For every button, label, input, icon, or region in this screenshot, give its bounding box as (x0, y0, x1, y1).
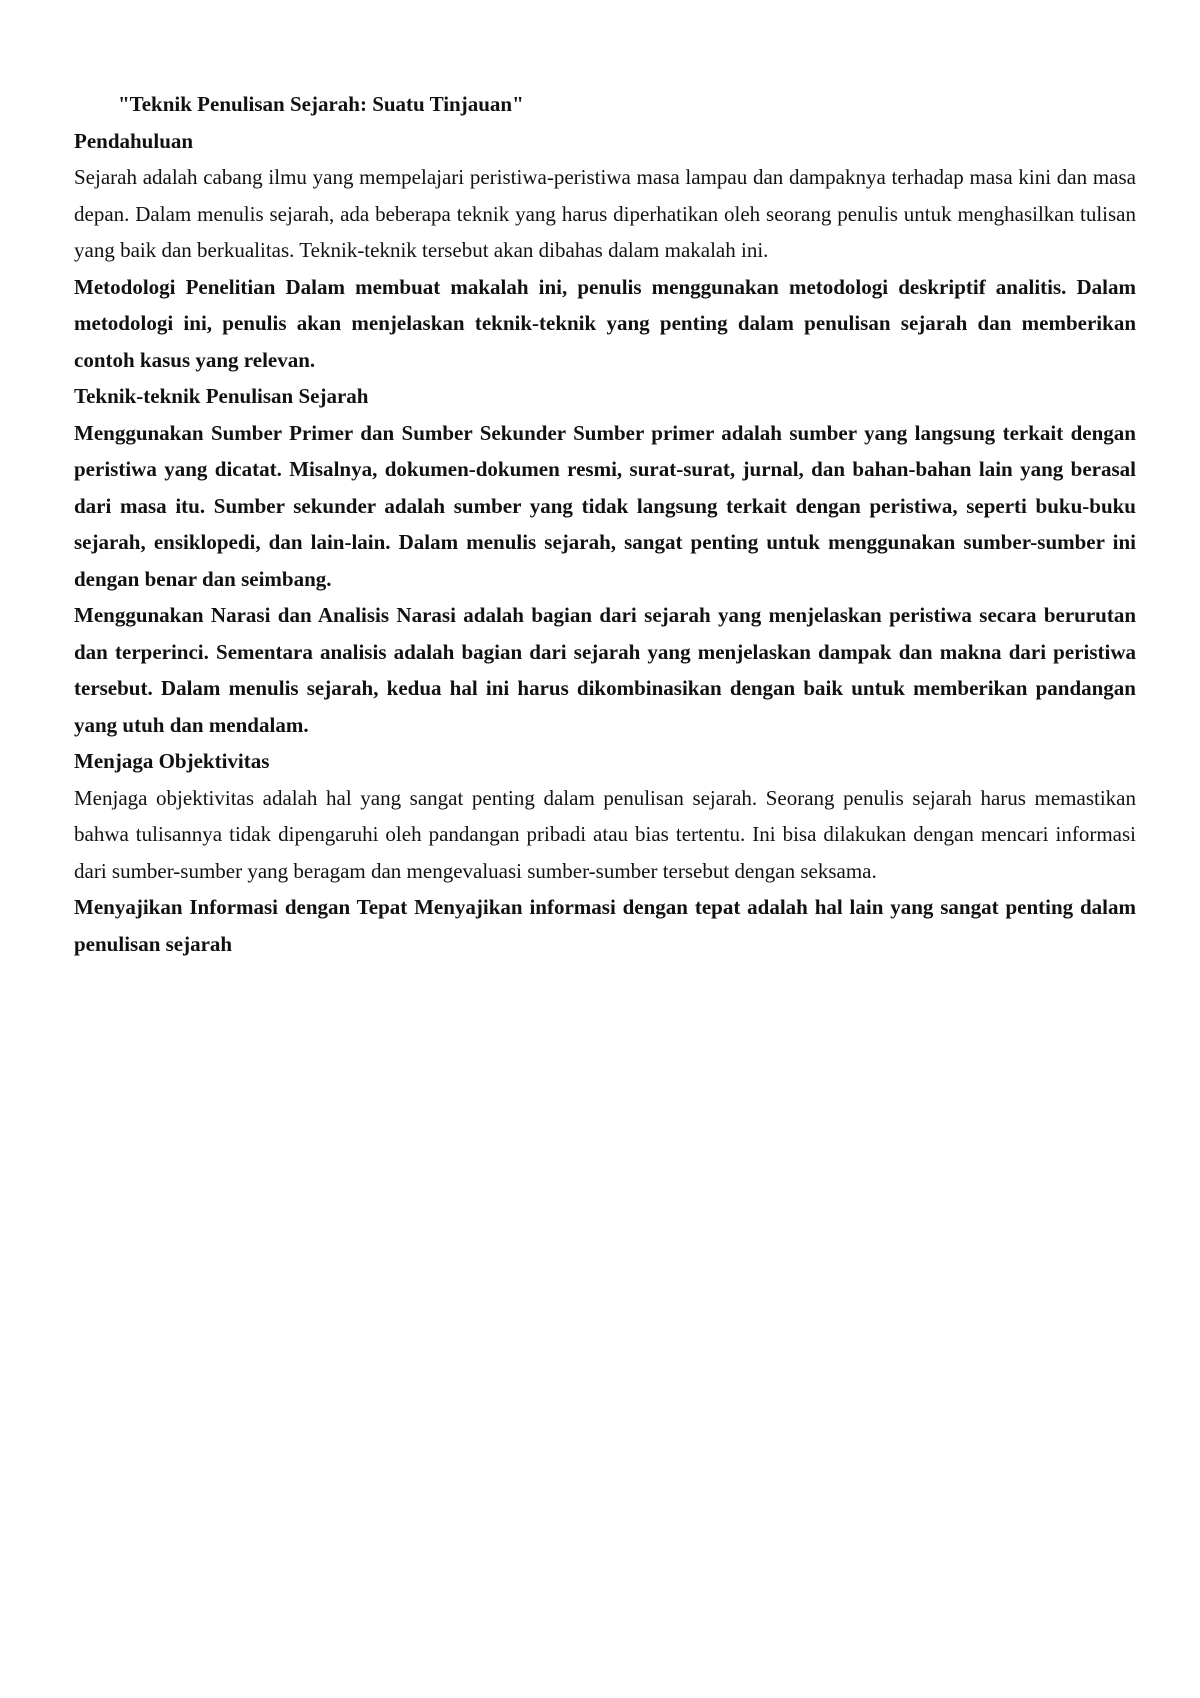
document-page (74, 86, 1136, 962)
paragraph-metodologi: Metodologi Penelitian Dalam membuat makalah ini, penulis menggunakan metodologi deskriptif analitis. Dalam metodologi ini, penulis akan menjelaskan teknik-teknik yang penting dalam penulisan sejarah dan memberikan contoh kasus yang relevan. (74, 274, 1136, 372)
paragraph-pendahuluan: Sejarah adalah cabang ilmu yang mempelajari peristiwa-peristiwa masa lampau dan dampaknya terhadap masa kini dan masa depan. Dalam menulis sejarah, ada beberapa teknik yang harus diperhatikan oleh seorang penulis untuk menghasilkan tulisan yang baik dan berkualitas. Teknik-teknik tersebut akan dibahas dalam makalah ini. (74, 165, 1136, 262)
heading-pendahuluan: Pendahuluan (74, 128, 194, 153)
document-title: "Teknik Penulisan Sejarah: Suatu Tinjauan" (118, 92, 524, 116)
paragraph-sumber: Menggunakan Sumber Primer dan Sumber Sekunder Sumber primer adalah sumber yang langsung terkait dengan peristiwa yang dicatat. Misalnya, dokumen-dokumen resmi, surat-surat, jurnal, dan bahan-bahan lain yang berasal dari masa itu. Sumber sekunder adalah sumber yang tidak langsung terkait dengan peristiwa, seperti buku-buku sejarah, ensiklopedi, dan lain-lain. Dalam menulis sejarah, sangat penting untuk menggunakan sumber-sumber ini dengan benar dan seimbang. (74, 420, 1136, 591)
paragraph-objektivitas: Menjaga objektivitas adalah hal yang sangat penting dalam penulisan sejarah. Seorang penulis sejarah harus memastikan bahwa tulisannya tidak dipengaruhi oleh pandangan pribadi atau bias tertentu. Ini bisa dilakukan dengan mencari informasi dari sumber-sumber yang beragam dan mengevaluasi sumber-sumber tersebut dengan seksama. (74, 785, 1136, 883)
heading-teknik-penulisan: Teknik-teknik Penulisan Sejarah (74, 384, 369, 408)
paragraph-informasi: Menyajikan Informasi dengan Tepat Menyajikan informasi dengan tepat adalah hal lain yang sangat penting dalam penulisan sejarah (74, 895, 1136, 956)
paragraph-narasi-analisis: Menggunakan Narasi dan Analisis Narasi adalah bagian dari sejarah yang menjelaskan peristiwa secara berurutan dan terperinci. Sementara analisis adalah bagian dari sejarah yang menjelaskan dampak dan makna dari peristiwa tersebut. Dalam menulis sejarah, kedua hal ini harus dikombinasikan dengan baik untuk memberikan pandangan yang utuh dan mendalam. (74, 603, 1136, 737)
heading-objektivitas: Menjaga Objektivitas (74, 749, 270, 773)
